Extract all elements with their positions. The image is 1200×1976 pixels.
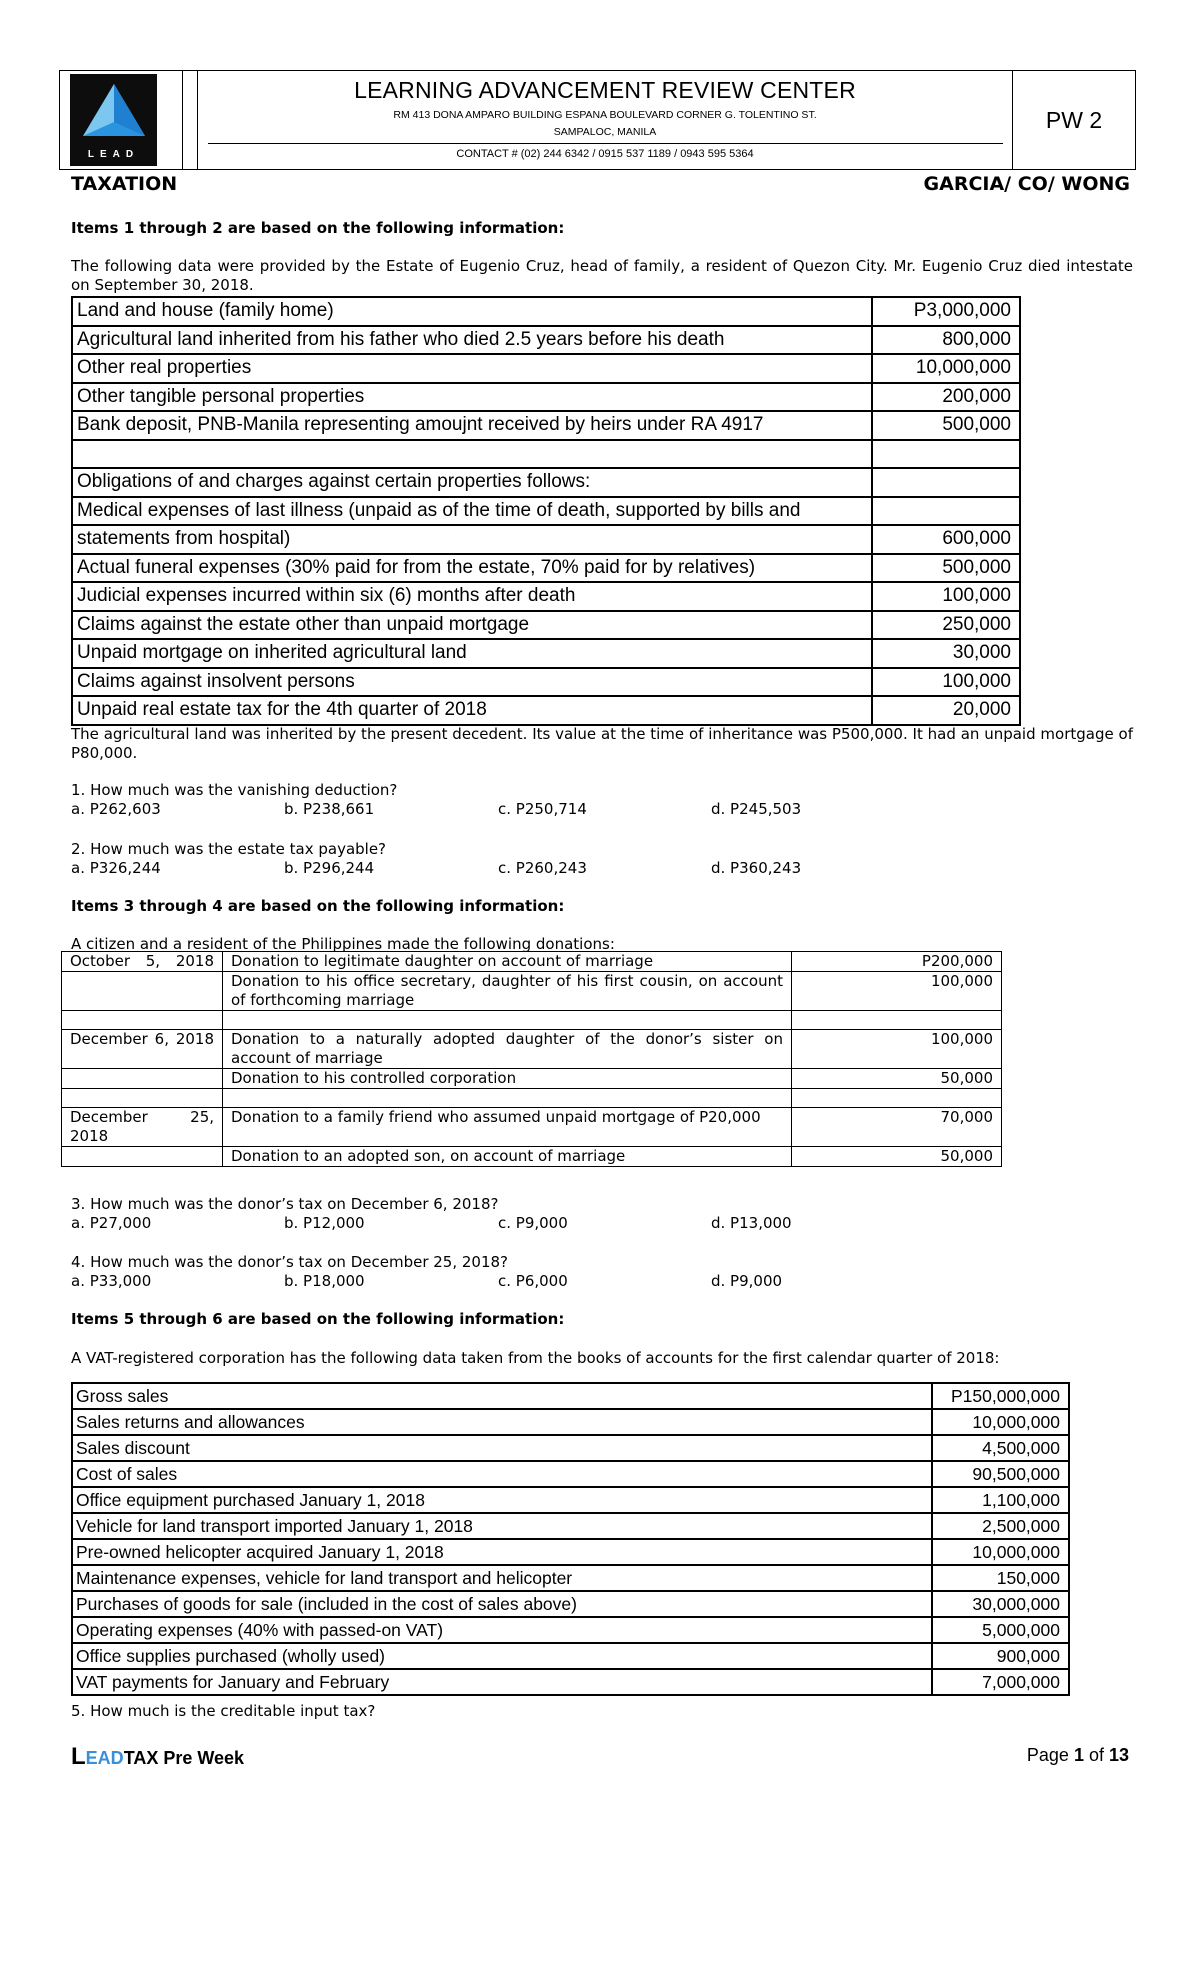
estate-row: [72, 326, 1020, 355]
contact-line: CONTACT # (02) 244 6342 / 0915 537 1189 / 0943 595 5364: [456, 148, 754, 160]
estate-item: Judicial expenses incurred within six (6) months after death: [72, 582, 872, 611]
estate-item: Unpaid mortgage on inherited agricultural land: [72, 639, 872, 668]
vat-amount: 4,500,000: [932, 1435, 1069, 1461]
estate-amount: P3,000,000: [872, 297, 1020, 326]
donations-table: [61, 951, 1002, 1167]
donation-date: [62, 1011, 223, 1030]
header-divider: [208, 143, 1003, 144]
q4-question: 4. How much was the donor’s tax on December 25, 2018?: [71, 1253, 509, 1271]
estate-item: Actual funeral expenses (30% paid for from the estate, 70% paid for by relatives): [72, 554, 872, 583]
donation-row: [62, 1108, 1002, 1147]
vat-item: VAT payments for January and February: [72, 1669, 932, 1695]
donation-row: [62, 1030, 1002, 1069]
set3-heading: Items 5 through 6 are based on the following information:: [71, 1310, 565, 1328]
brand-rest: TAX Pre Week: [123, 1748, 245, 1768]
vat-row: [72, 1435, 1069, 1461]
vat-item: Office equipment purchased January 1, 2018: [72, 1487, 932, 1513]
donation-description: Donation to an adopted son, on account of marriage: [223, 1147, 792, 1167]
footer-brand: [71, 1743, 244, 1771]
donation-description: Donation to his controlled corporation: [223, 1069, 792, 1089]
q3-option-c[interactable]: c. P9,000: [498, 1214, 568, 1232]
donation-amount: 100,000: [792, 1030, 1002, 1069]
q2-option-b[interactable]: b. P296,244: [284, 859, 375, 877]
estate-row: [72, 582, 1020, 611]
estate-amount: 500,000: [872, 554, 1020, 583]
vat-amount: 90,500,000: [932, 1461, 1069, 1487]
donation-amount: 50,000: [792, 1069, 1002, 1089]
estate-amount: 100,000: [872, 582, 1020, 611]
vat-row: [72, 1669, 1069, 1695]
vat-amount: 5,000,000: [932, 1617, 1069, 1643]
donation-amount: 50,000: [792, 1147, 1002, 1167]
estate-row: [72, 440, 1020, 469]
donation-amount: [792, 1011, 1002, 1030]
q3-question: 3. How much was the donor’s tax on December 6, 2018?: [71, 1195, 499, 1213]
vat-amount: 7,000,000: [932, 1669, 1069, 1695]
vat-item: Purchases of goods for sale (included in the cost of sales above): [72, 1591, 932, 1617]
estate-row: [72, 554, 1020, 583]
estate-item: Medical expenses of last illness (unpaid as of the time of death, supported by bills and: [72, 497, 872, 526]
center-cell: [197, 71, 1013, 169]
donation-date: December 25, 2018: [62, 1108, 223, 1147]
estate-item: Obligations of and charges against certain properties follows:: [72, 468, 872, 497]
vat-row: [72, 1591, 1069, 1617]
vat-item: Pre-owned helicopter acquired January 1, 2018: [72, 1539, 932, 1565]
estate-row: [72, 297, 1020, 326]
donation-amount: P200,000: [792, 952, 1002, 972]
estate-amount: 10,000,000: [872, 354, 1020, 383]
estate-row: [72, 639, 1020, 668]
estate-amount: [872, 497, 1020, 526]
q3-option-a[interactable]: a. P27,000: [71, 1214, 152, 1232]
document-header: [59, 70, 1136, 170]
q5-question: 5. How much is the creditable input tax?: [71, 1702, 376, 1720]
vat-row: [72, 1461, 1069, 1487]
donation-description: Donation to legitimate daughter on account of marriage: [223, 952, 792, 972]
donation-description: Donation to a naturally adopted daughter of the donor’s sister on account of marriage: [223, 1030, 792, 1069]
estate-amount: 800,000: [872, 326, 1020, 355]
donation-row: [62, 1011, 1002, 1030]
q3-option-d[interactable]: d. P13,000: [711, 1214, 792, 1232]
donation-row: [62, 952, 1002, 972]
donation-date: [62, 972, 223, 1011]
vat-amount: P150,000,000: [932, 1383, 1069, 1409]
page-of: of: [1083, 1745, 1109, 1765]
page-number: [1027, 1745, 1129, 1766]
vat-amount: 30,000,000: [932, 1591, 1069, 1617]
estate-amount: 200,000: [872, 383, 1020, 412]
page-total: 13: [1108, 1745, 1129, 1765]
q4-option-c[interactable]: c. P6,000: [498, 1272, 568, 1290]
donation-date: October 5, 2018: [62, 952, 223, 972]
donation-amount: [792, 1089, 1002, 1108]
q4-option-d[interactable]: d. P9,000: [711, 1272, 783, 1290]
set1-note: The agricultural land was inherited by the present decedent. Its value at the time of inheritance was P500,000. It had an unpaid mortgage of P80,000.: [71, 725, 1133, 762]
vat-item: Gross sales: [72, 1383, 932, 1409]
vat-item: Office supplies purchased (wholly used): [72, 1643, 932, 1669]
estate-item: Unpaid real estate tax for the 4th quarter of 2018: [72, 696, 872, 725]
address-line-2: SAMPALOC, MANILA: [553, 126, 657, 138]
estate-item: [72, 440, 872, 469]
vat-amount: 10,000,000: [932, 1539, 1069, 1565]
q2-option-d[interactable]: d. P360,243: [711, 859, 802, 877]
vat-row: [72, 1617, 1069, 1643]
vat-row: [72, 1513, 1069, 1539]
estate-item: Other tangible personal properties: [72, 383, 872, 412]
vat-amount: 1,100,000: [932, 1487, 1069, 1513]
page-current: 1: [1073, 1745, 1084, 1765]
estate-row: [72, 497, 1020, 526]
donation-row: [62, 972, 1002, 1011]
vat-item: Maintenance expenses, vehicle for land transport and helicopter: [72, 1565, 932, 1591]
vat-item: Sales discount: [72, 1435, 932, 1461]
estate-amount: [872, 440, 1020, 469]
estate-item: Agricultural land inherited from his father who died 2.5 years before his death: [72, 326, 872, 355]
estate-amount: 20,000: [872, 696, 1020, 725]
vat-amount: 2,500,000: [932, 1513, 1069, 1539]
triangle-logo-icon: [81, 82, 147, 138]
vat-row: [72, 1643, 1069, 1669]
donation-date: [62, 1147, 223, 1167]
estate-row: [72, 468, 1020, 497]
estate-row: [72, 696, 1020, 725]
estate-item: Claims against the estate other than unpaid mortgage: [72, 611, 872, 640]
estate-amount: 600,000: [872, 525, 1020, 554]
set2-intro: A citizen and a resident of the Philippines made the following donations:: [71, 935, 615, 953]
estate-amount: 500,000: [872, 411, 1020, 440]
q1-option-c[interactable]: c. P250,714: [498, 800, 587, 818]
estate-item: Claims against insolvent persons: [72, 668, 872, 697]
estate-amount: [872, 468, 1020, 497]
estate-amount: 250,000: [872, 611, 1020, 640]
document-code: PW 2: [1045, 106, 1103, 133]
q1-option-b[interactable]: b. P238,661: [284, 800, 375, 818]
estate-item: statements from hospital): [72, 525, 872, 554]
donation-amount: 70,000: [792, 1108, 1002, 1147]
q1-option-d[interactable]: d. P245,503: [711, 800, 802, 818]
vat-amount: 150,000: [932, 1565, 1069, 1591]
donation-row: [62, 1147, 1002, 1167]
q4-option-b[interactable]: b. P18,000: [284, 1272, 365, 1290]
estate-table: [71, 296, 1021, 726]
vat-amount: 10,000,000: [932, 1409, 1069, 1435]
donation-description: Donation to a family friend who assumed unpaid mortgage of P20,000: [223, 1108, 792, 1147]
set3-intro: A VAT-registered corporation has the following data taken from the books of accounts for the first calendar quarter of 2018:: [71, 1349, 1000, 1367]
q2-question: 2. How much was the estate tax payable?: [71, 840, 387, 858]
brand-ead: EAD: [85, 1748, 124, 1768]
estate-row: [72, 525, 1020, 554]
estate-row: [72, 354, 1020, 383]
donation-description: Donation to his office secretary, daughter of his first cousin, on account of forthcoming marriage: [223, 972, 792, 1011]
q1-option-a[interactable]: a. P262,603: [71, 800, 161, 818]
donation-date: [62, 1069, 223, 1089]
estate-item: Land and house (family home): [72, 297, 872, 326]
q2-option-a[interactable]: a. P326,244: [71, 859, 161, 877]
estate-amount: 100,000: [872, 668, 1020, 697]
vat-item: Operating expenses (40% with passed-on VAT): [72, 1617, 932, 1643]
brand-l: L: [71, 1743, 86, 1770]
donation-date: December 6, 2018: [62, 1030, 223, 1069]
page-prefix: Page: [1026, 1745, 1074, 1765]
lead-logo: [70, 74, 157, 166]
vat-row: [72, 1565, 1069, 1591]
donation-row: [62, 1089, 1002, 1108]
vat-item: Vehicle for land transport imported January 1, 2018: [72, 1513, 932, 1539]
q4-option-a[interactable]: a. P33,000: [71, 1272, 152, 1290]
center-title: LEARNING ADVANCEMENT REVIEW CENTER: [354, 77, 856, 103]
vat-amount: 900,000: [932, 1643, 1069, 1669]
donation-date: [62, 1089, 223, 1108]
estate-item: Other real properties: [72, 354, 872, 383]
logo-cell: [60, 71, 183, 169]
subject-title: TAXATION: [71, 173, 178, 195]
logo-text: LEAD: [87, 149, 140, 160]
q3-option-b[interactable]: b. P12,000: [284, 1214, 365, 1232]
donation-row: [62, 1069, 1002, 1089]
authors: GARCIA/ CO/ WONG: [923, 173, 1130, 195]
vat-row: [72, 1487, 1069, 1513]
donation-description: [223, 1089, 792, 1108]
donation-amount: 100,000: [792, 972, 1002, 1011]
vat-row: [72, 1409, 1069, 1435]
estate-item: Bank deposit, PNB-Manila representing amoujnt received by heirs under RA 4917: [72, 411, 872, 440]
estate-row: [72, 411, 1020, 440]
vat-row: [72, 1539, 1069, 1565]
estate-row: [72, 668, 1020, 697]
set1-heading: Items 1 through 2 are based on the following information:: [71, 219, 565, 237]
set2-heading: Items 3 through 4 are based on the following information:: [71, 897, 565, 915]
estate-row: [72, 383, 1020, 412]
vat-item: Cost of sales: [72, 1461, 932, 1487]
estate-row: [72, 611, 1020, 640]
vat-item: Sales returns and allowances: [72, 1409, 932, 1435]
address-line-1: RM 413 DONA AMPARO BUILDING ESPANA BOULEVARD CORNER G. TOLENTINO ST.: [393, 109, 817, 121]
set1-intro: The following data were provided by the Estate of Eugenio Cruz, head of family, a resident of Quezon City. Mr. Eugenio Cruz died intestate on September 30, 2018.: [71, 257, 1133, 294]
vat-row: [72, 1383, 1069, 1409]
q1-question: 1. How much was the vanishing deduction?: [71, 781, 398, 799]
donation-description: [223, 1011, 792, 1030]
vat-table: [71, 1382, 1070, 1696]
estate-amount: 30,000: [872, 639, 1020, 668]
q2-option-c[interactable]: c. P260,243: [498, 859, 587, 877]
